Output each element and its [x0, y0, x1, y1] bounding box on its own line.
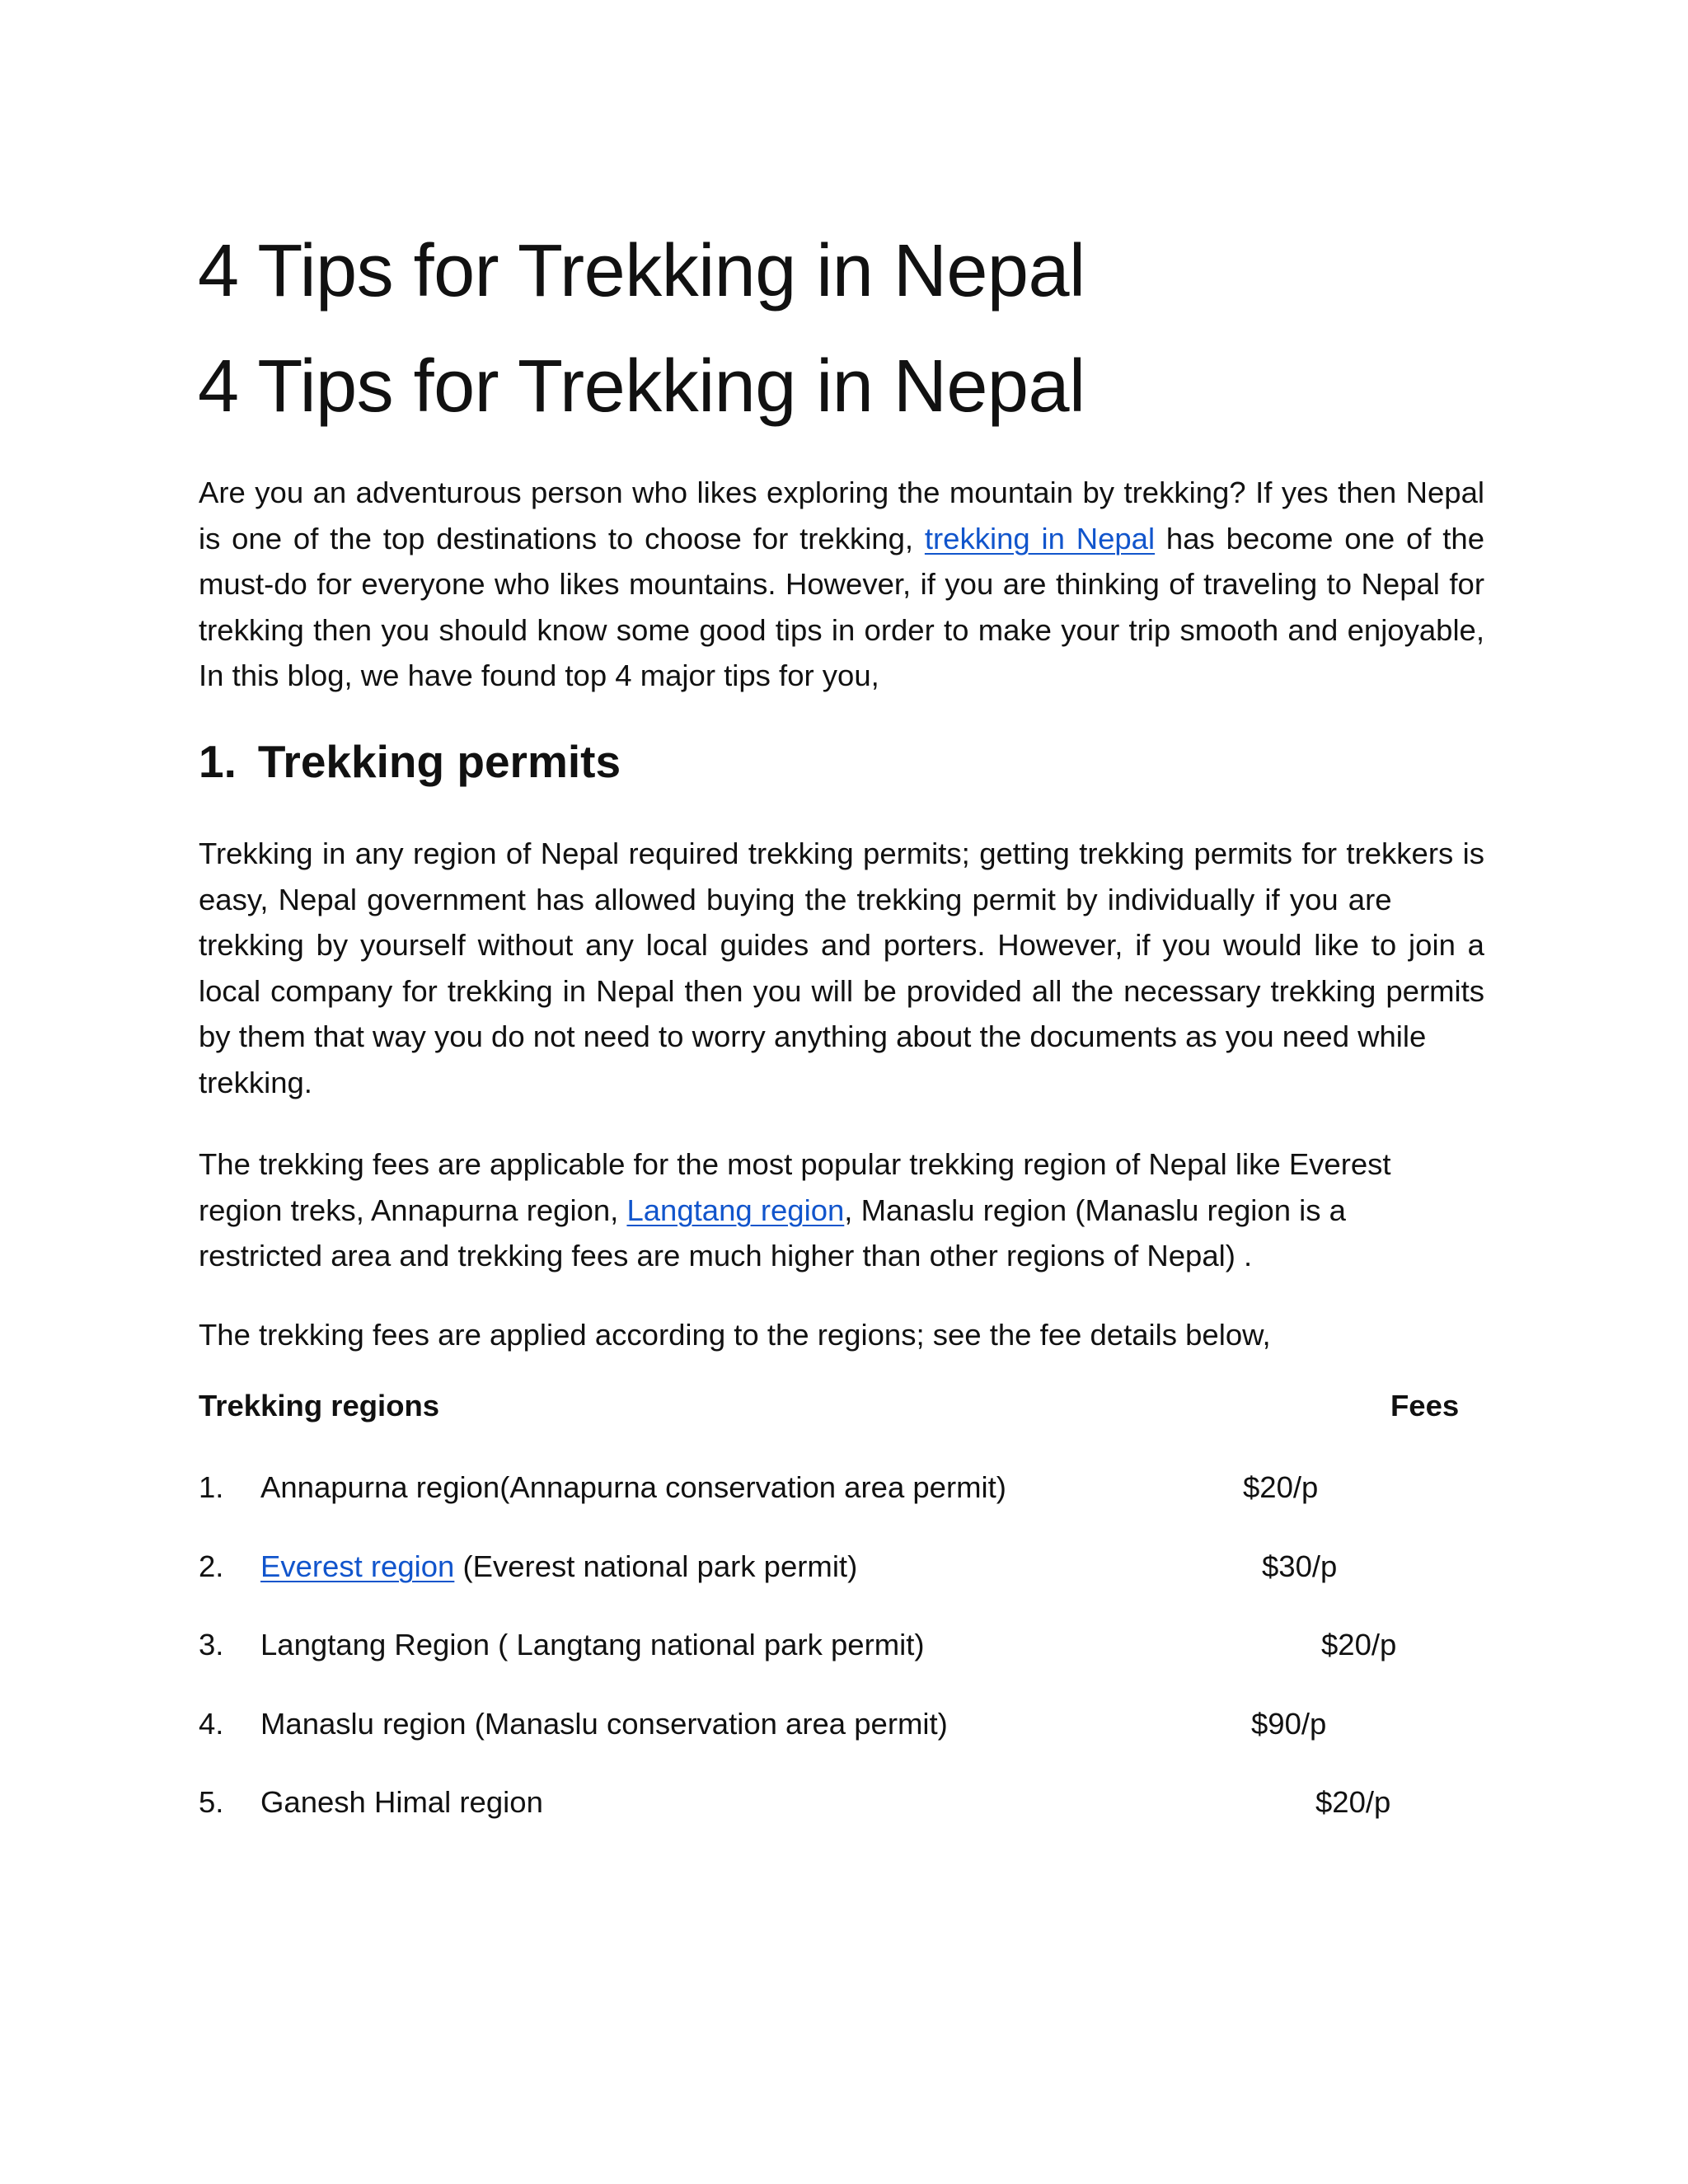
fees-paragraph	[199, 1141, 1484, 1279]
intro-line-2	[199, 516, 1484, 562]
row-index: 4.	[199, 1707, 224, 1741]
intro-text: is one of the top destinations to choose for trekking,	[199, 521, 925, 555]
row-index: 1.	[199, 1470, 224, 1504]
intro-line-3: must-do for everyone who likes mountains. However, if you are thinking of traveling to Nepal for	[199, 567, 1484, 601]
langtang-region-link[interactable]: Langtang region	[626, 1193, 845, 1227]
permits-line-2: easy, Nepal government has allowed buying the trekking permit by individually if you are	[199, 882, 1392, 916]
fees-text: region treks, Annapurna region,	[199, 1193, 627, 1227]
row-region: Annapurna region(Annapurna conservation area permit)	[260, 1470, 1006, 1504]
section-heading-trekking-permits	[199, 735, 621, 788]
permits-line-5: by them that way you do not need to worry anything about the documents as you need while	[199, 1019, 1427, 1053]
fee-table-row	[199, 1549, 1484, 1596]
row-index: 5.	[199, 1785, 224, 1819]
intro-line-5: In this blog, we have found top 4 major tips for you,	[199, 658, 879, 692]
row-fee: $90/p	[1251, 1707, 1327, 1741]
row-fee: $20/p	[1315, 1785, 1391, 1819]
fee-table-header-regions: Trekking regions	[199, 1389, 440, 1422]
fees-intro-line: The trekking fees are applied according to the regions; see the fee details below,	[199, 1318, 1271, 1352]
fees-intro-paragraph	[199, 1312, 1484, 1358]
row-fee: $20/p	[1321, 1628, 1397, 1661]
fee-table-row	[199, 1470, 1484, 1516]
intro-text: has become one of the	[1155, 521, 1484, 555]
section-number: 1.	[199, 736, 237, 787]
row-region: Langtang Region ( Langtang national park permit)	[260, 1628, 925, 1661]
fee-table-row	[199, 1785, 1484, 1831]
document-title: 4 Tips for Trekking in Nepal	[198, 230, 1085, 312]
section-title: Trekking permits	[257, 736, 621, 787]
row-fee: $30/p	[1262, 1549, 1338, 1583]
row-index: 2.	[199, 1549, 224, 1583]
fees-line-1: The trekking fees are applicable for the most popular trekking region of Nepal like Everest	[199, 1147, 1391, 1181]
trekking-in-nepal-link[interactable]: trekking in Nepal	[924, 521, 1156, 555]
fees-line-2	[199, 1188, 1484, 1234]
fee-table-header-fees: Fees	[1390, 1389, 1460, 1422]
permits-line-4: local company for trekking in Nepal then you will be provided all the necessary trekking permits	[199, 973, 1484, 1008]
fee-table-row	[199, 1628, 1484, 1674]
intro-paragraph	[199, 470, 1484, 699]
fee-table-row	[199, 1707, 1484, 1753]
permits-paragraph	[199, 831, 1484, 1105]
fees-text: , Manaslu region (Manaslu region is a	[844, 1193, 1346, 1227]
permits-line-6: trekking.	[199, 1065, 312, 1099]
row-index: 3.	[199, 1628, 224, 1661]
permits-line-1: Trekking in any region of Nepal required trekking permits; getting trekking permits for trekkers is	[199, 837, 1484, 870]
intro-line-4: trekking then you should know some good tips in order to make your trip smooth and enjoyable,	[199, 612, 1484, 647]
document-title-repeat: 4 Tips for Trekking in Nepal	[198, 345, 1085, 428]
everest-region-link[interactable]: Everest region	[260, 1549, 455, 1583]
permits-line-3: trekking by yourself without any local guides and porters. However, if you would like to join a	[199, 928, 1484, 962]
row-region: Manaslu region (Manaslu conservation area permit)	[260, 1707, 948, 1741]
row-region-detail: (Everest national park permit)	[454, 1549, 858, 1583]
fees-line-3: restricted area and trekking fees are much higher than other regions of Nepal) .	[199, 1239, 1253, 1272]
row-region: Ganesh Himal region	[260, 1785, 543, 1819]
row-region	[260, 1549, 857, 1584]
row-fee: $20/p	[1243, 1470, 1319, 1504]
intro-line-1: Are you an adventurous person who likes exploring the mountain by trekking? If yes then Nepal	[199, 476, 1484, 509]
